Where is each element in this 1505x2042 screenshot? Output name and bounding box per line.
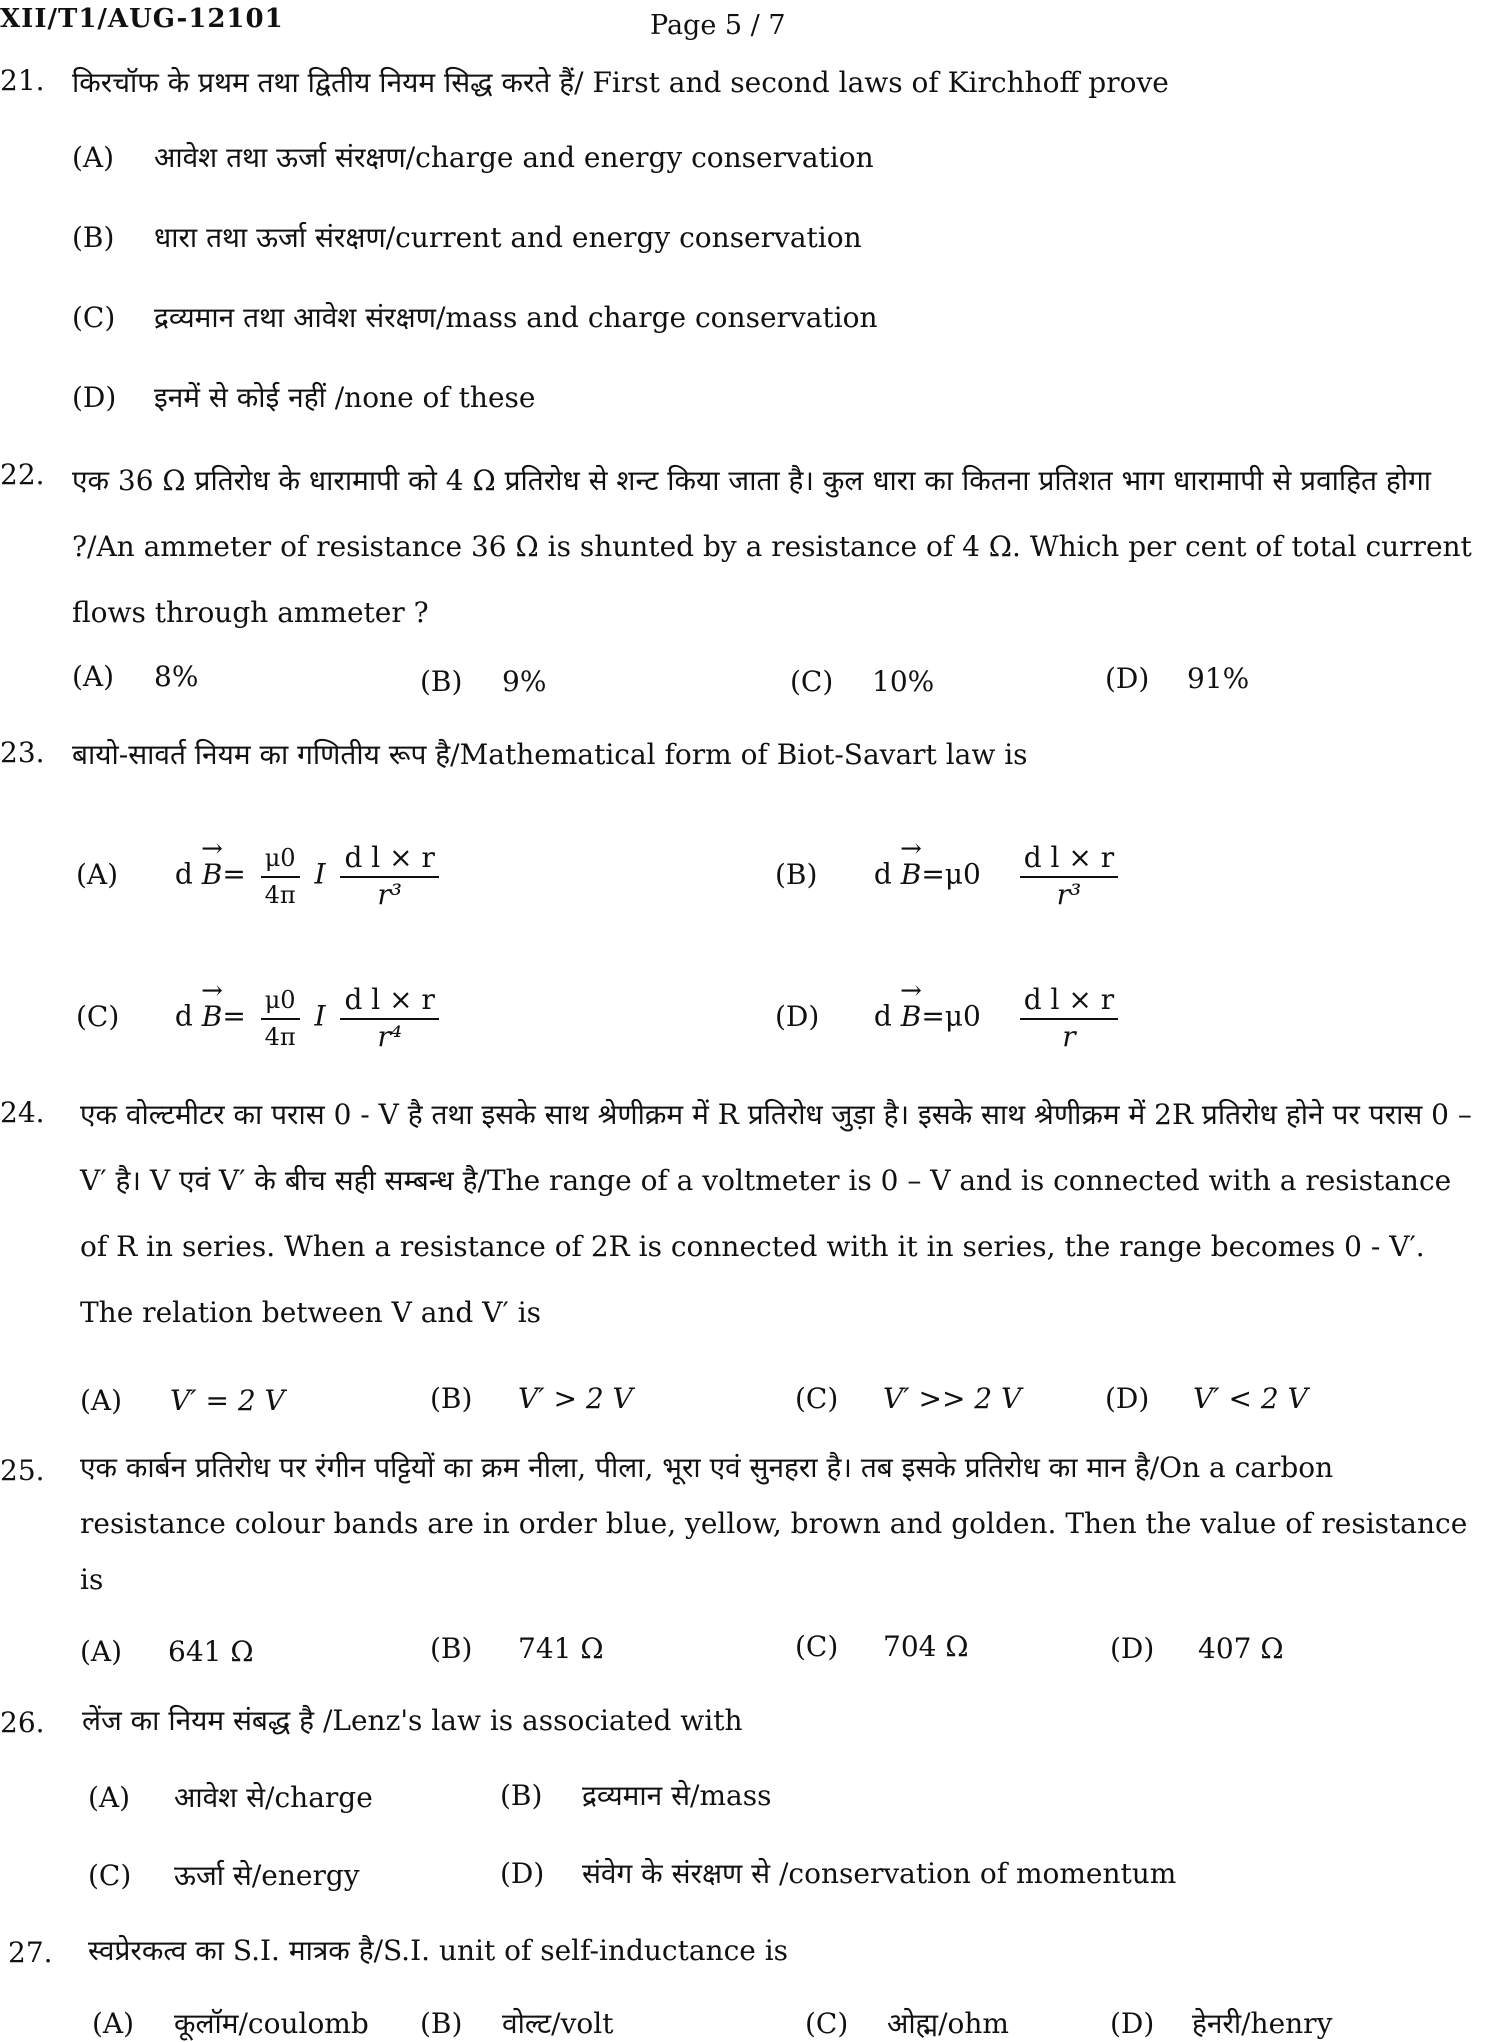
option-26-a: (A) आवेश से/charge <box>88 1781 373 1814</box>
option-27-a: (A) कूलॉम/coulomb <box>92 2007 369 2040</box>
question-text: लेंज का नियम संबद्ध है /Lenz's law is associated with <box>82 1704 743 1737</box>
option-24-d: (D) V′ < 2 V <box>1105 1382 1308 1415</box>
question-number: 26. <box>0 1706 45 1739</box>
option-23-a: (A) d → B= $\frac{\mu 0}{4\pi}$ I $\frac{\text{d l × r}}{\text{r³}}$ <box>76 840 445 912</box>
question-number: 21. <box>0 64 45 97</box>
option-26-b: (B) द्रव्यमान से/mass <box>500 1779 772 1812</box>
option-24-c: (C) V′ >> 2 V <box>795 1382 1022 1415</box>
option-25-c: (C) 704 Ω <box>795 1630 969 1663</box>
option-25-b: (B) 741 Ω <box>430 1632 604 1665</box>
option-21-a: (A) आवेश तथा ऊर्जा संरक्षण/charge and energy conservation <box>72 141 874 174</box>
option-26-d: (D) संवेग के संरक्षण से /conservation of momentum <box>500 1857 1177 1890</box>
option-23-d: (D) d → B=μ0 $\frac{\text{d l × r}}{r}$ <box>775 982 1124 1054</box>
question-text: किरचॉफ के प्रथम तथा द्वितीय नियम सिद्ध करते हैं/ First and second laws of Kirchhoff prove <box>72 66 1169 99</box>
option-22-a: (A) 8% <box>72 660 199 693</box>
option-25-d: (D) 407 Ω <box>1110 1632 1284 1665</box>
question-text: बायो-सावर्त नियम का गणितीय रूप है/Mathematical form of Biot-Savart law is <box>72 738 1028 771</box>
option-21-d: (D) इनमें से कोई नहीं /none of these <box>72 381 536 414</box>
option-26-c: (C) ऊर्जा से/energy <box>88 1859 360 1892</box>
paper-code: XII/T1/AUG-12101 <box>0 4 284 34</box>
option-24-b: (B) V′ > 2 V <box>430 1382 633 1415</box>
question-number: 22. <box>0 458 45 491</box>
question-number: 23. <box>0 736 45 769</box>
option-22-b: (B) 9% <box>420 665 547 698</box>
option-23-b: (B) d → B=μ0 $\frac{\text{d l × r}}{\text{r³}}$ <box>775 840 1124 912</box>
option-25-a: (A) 641 Ω <box>80 1635 254 1668</box>
option-24-a: (A) V′ = 2 V <box>80 1384 285 1417</box>
option-21-c: (C) द्रव्यमान तथा आवेश संरक्षण/mass and charge conservation <box>72 301 878 334</box>
option-22-c: (C) 10% <box>790 665 935 698</box>
option-22-d: (D) 91% <box>1105 662 1250 695</box>
page-number: Page 5 / 7 <box>650 10 786 41</box>
question-text: एक वोल्टमीटर का परास 0 - V है तथा इसके साथ श्रेणीक्रम में R प्रतिरोध जुड़ा है। इसके साथ श्रेणीक्रम में 2R प्रतिरोध होने पर परास 0 – V′ है। V एवं V′ के बीच सही सम्बन्ध है/The range of a voltmeter is 0 – V and is connected with a resistance of R in series. When a resistance of 2R is connected with it in series, the range becomes 0 - V′. The relation between V and V′ is <box>80 1098 1472 1329</box>
question-text: स्वप्रेरकत्व का S.I. मात्रक है/S.I. unit of self-inductance is <box>88 1934 789 1967</box>
question-number: 25. <box>0 1454 45 1487</box>
question-number: 27. <box>8 1936 53 1969</box>
question-text: एक कार्बन प्रतिरोध पर रंगीन पट्टियों का क्रम नीला, पीला, भूरा एवं सुनहरा है। तब इसके प्रतिरोध का मान है/On a carbon resistance colour bands are in order blue, yellow, brown and golden. Then the value of resistance is <box>80 1451 1468 1596</box>
question-text: एक 36 Ω प्रतिरोध के धारामापी को 4 Ω प्रतिरोध से शन्ट किया जाता है। कुल धारा का कितना प्रतिशत भाग धारामापी से प्रवाहित होगा ?/An ammeter of resistance 36 Ω is shunted by a resistance of 4 Ω. Which per cent of total current flows through ammeter ? <box>72 464 1472 629</box>
question-number: 24. <box>0 1096 45 1129</box>
option-21-b: (B) धारा तथा ऊर्जा संरक्षण/current and energy conservation <box>72 221 862 254</box>
option-27-b: (B) वोल्ट/volt <box>420 2007 614 2040</box>
option-23-c: (C) d → B= $\frac{\mu 0}{4\pi}$ I $\frac{\text{d l × r}}{\text{r⁴}}$ <box>76 982 445 1054</box>
option-27-c: (C) ओह्म/ohm <box>805 2007 1009 2040</box>
option-27-d: (D) हेनरी/henry <box>1110 2007 1333 2040</box>
